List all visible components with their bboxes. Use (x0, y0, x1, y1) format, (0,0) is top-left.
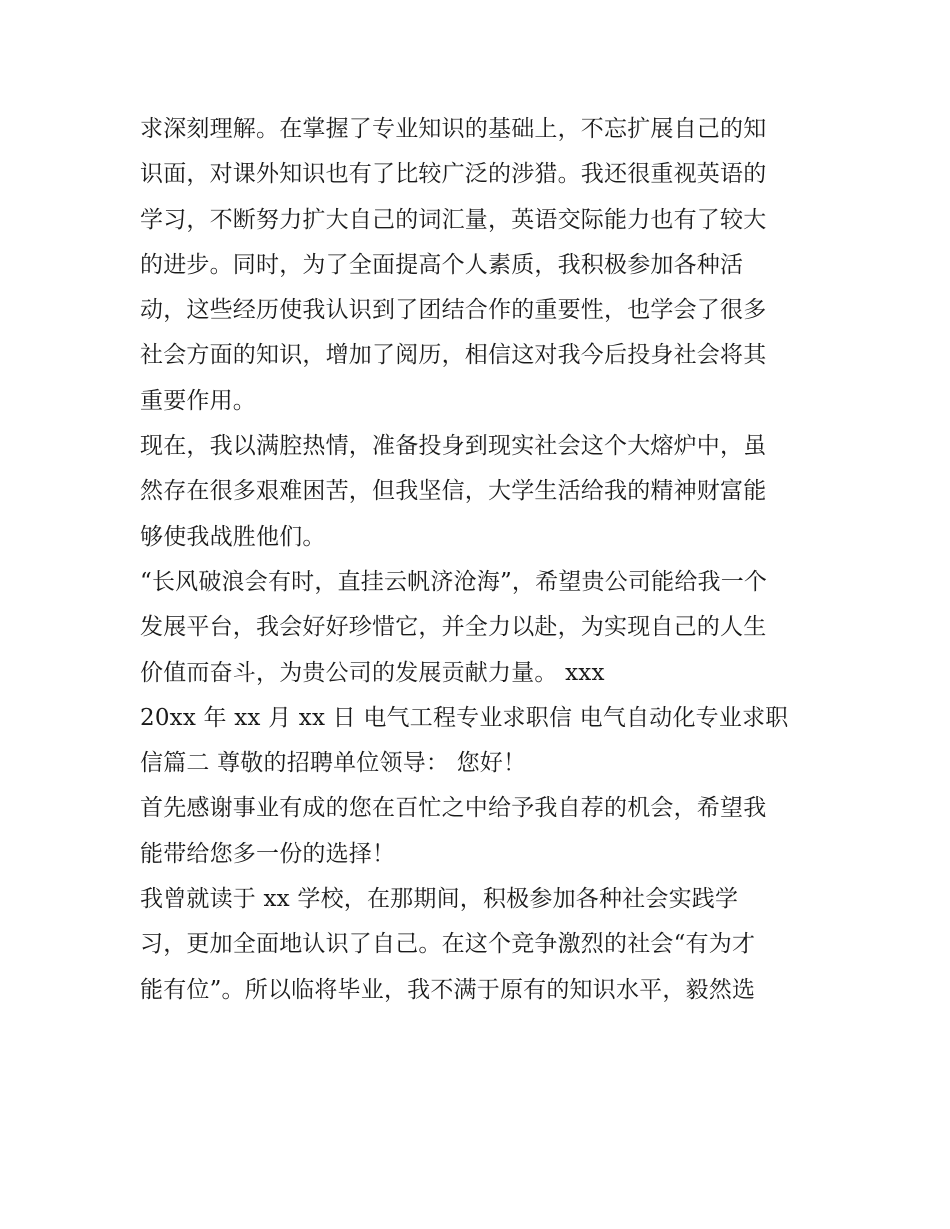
text-line: 价值而奋斗，为贵公司的发展贡献力量。 xxx (140, 659, 605, 686)
text-line: 动，这些经历使我认识到了团结合作的重要性，也学会了很多 (140, 297, 767, 324)
text-line: 学习，不断努力扩大自己的词汇量，英语交际能力也有了较大 (140, 206, 767, 233)
text-line: 能带给您多一份的选择！ (140, 840, 396, 867)
text-line: 重要作用。 (140, 387, 256, 414)
text-line: 现在，我以满腔热情，准备投身到现实社会这个大熔炉中，虽 (140, 433, 767, 460)
text-line: 能有位”。所以临将毕业，我不满于原有的知识水平，毅然选 (140, 976, 756, 1003)
text-line: 识面，对课外知识也有了比较广泛的涉猎。我还很重视英语的 (140, 161, 767, 188)
text-line: 求深刻理解。在掌握了专业知识的基础上，不忘扩展自己的知 (140, 116, 767, 142)
text-line: 首先感谢事业有成的您在百忙之中给予我自荐的机会，希望我 (140, 795, 767, 822)
text-line: 社会方面的知识，增加了阅历，相信这对我今后投身社会将其 (140, 342, 767, 369)
text-line: 的进步。同时，为了全面提高个人素质，我积极参加各种活 (140, 251, 744, 278)
text-line: 我曾就读于 xx 学校，在那期间，积极参加各种社会实践学 (140, 886, 739, 913)
text-line: “长风破浪会有时，直挂云帆济沧海”，希望贵公司能给我一个 (140, 568, 768, 595)
text-line: 20xx 年 xx 月 xx 日 电气工程专业求职信 电气自动化专业求职 (140, 704, 789, 731)
text-line: 发展平台，我会好好珍惜它，并全力以赴，为实现自己的人生 (140, 614, 767, 641)
body-text (140, 107, 820, 1013)
text-line: 然存在很多艰难困苦，但我坚信，大学生活给我的精神财富能 (140, 478, 767, 505)
text-line: 习，更加全面地认识了自己。在这个竞争激烈的社会“有为才 (140, 931, 756, 958)
text-line: 信篇二 尊敬的招聘单位领导： 您好！ (140, 750, 527, 777)
text-line: 够使我战胜他们。 (140, 523, 326, 550)
